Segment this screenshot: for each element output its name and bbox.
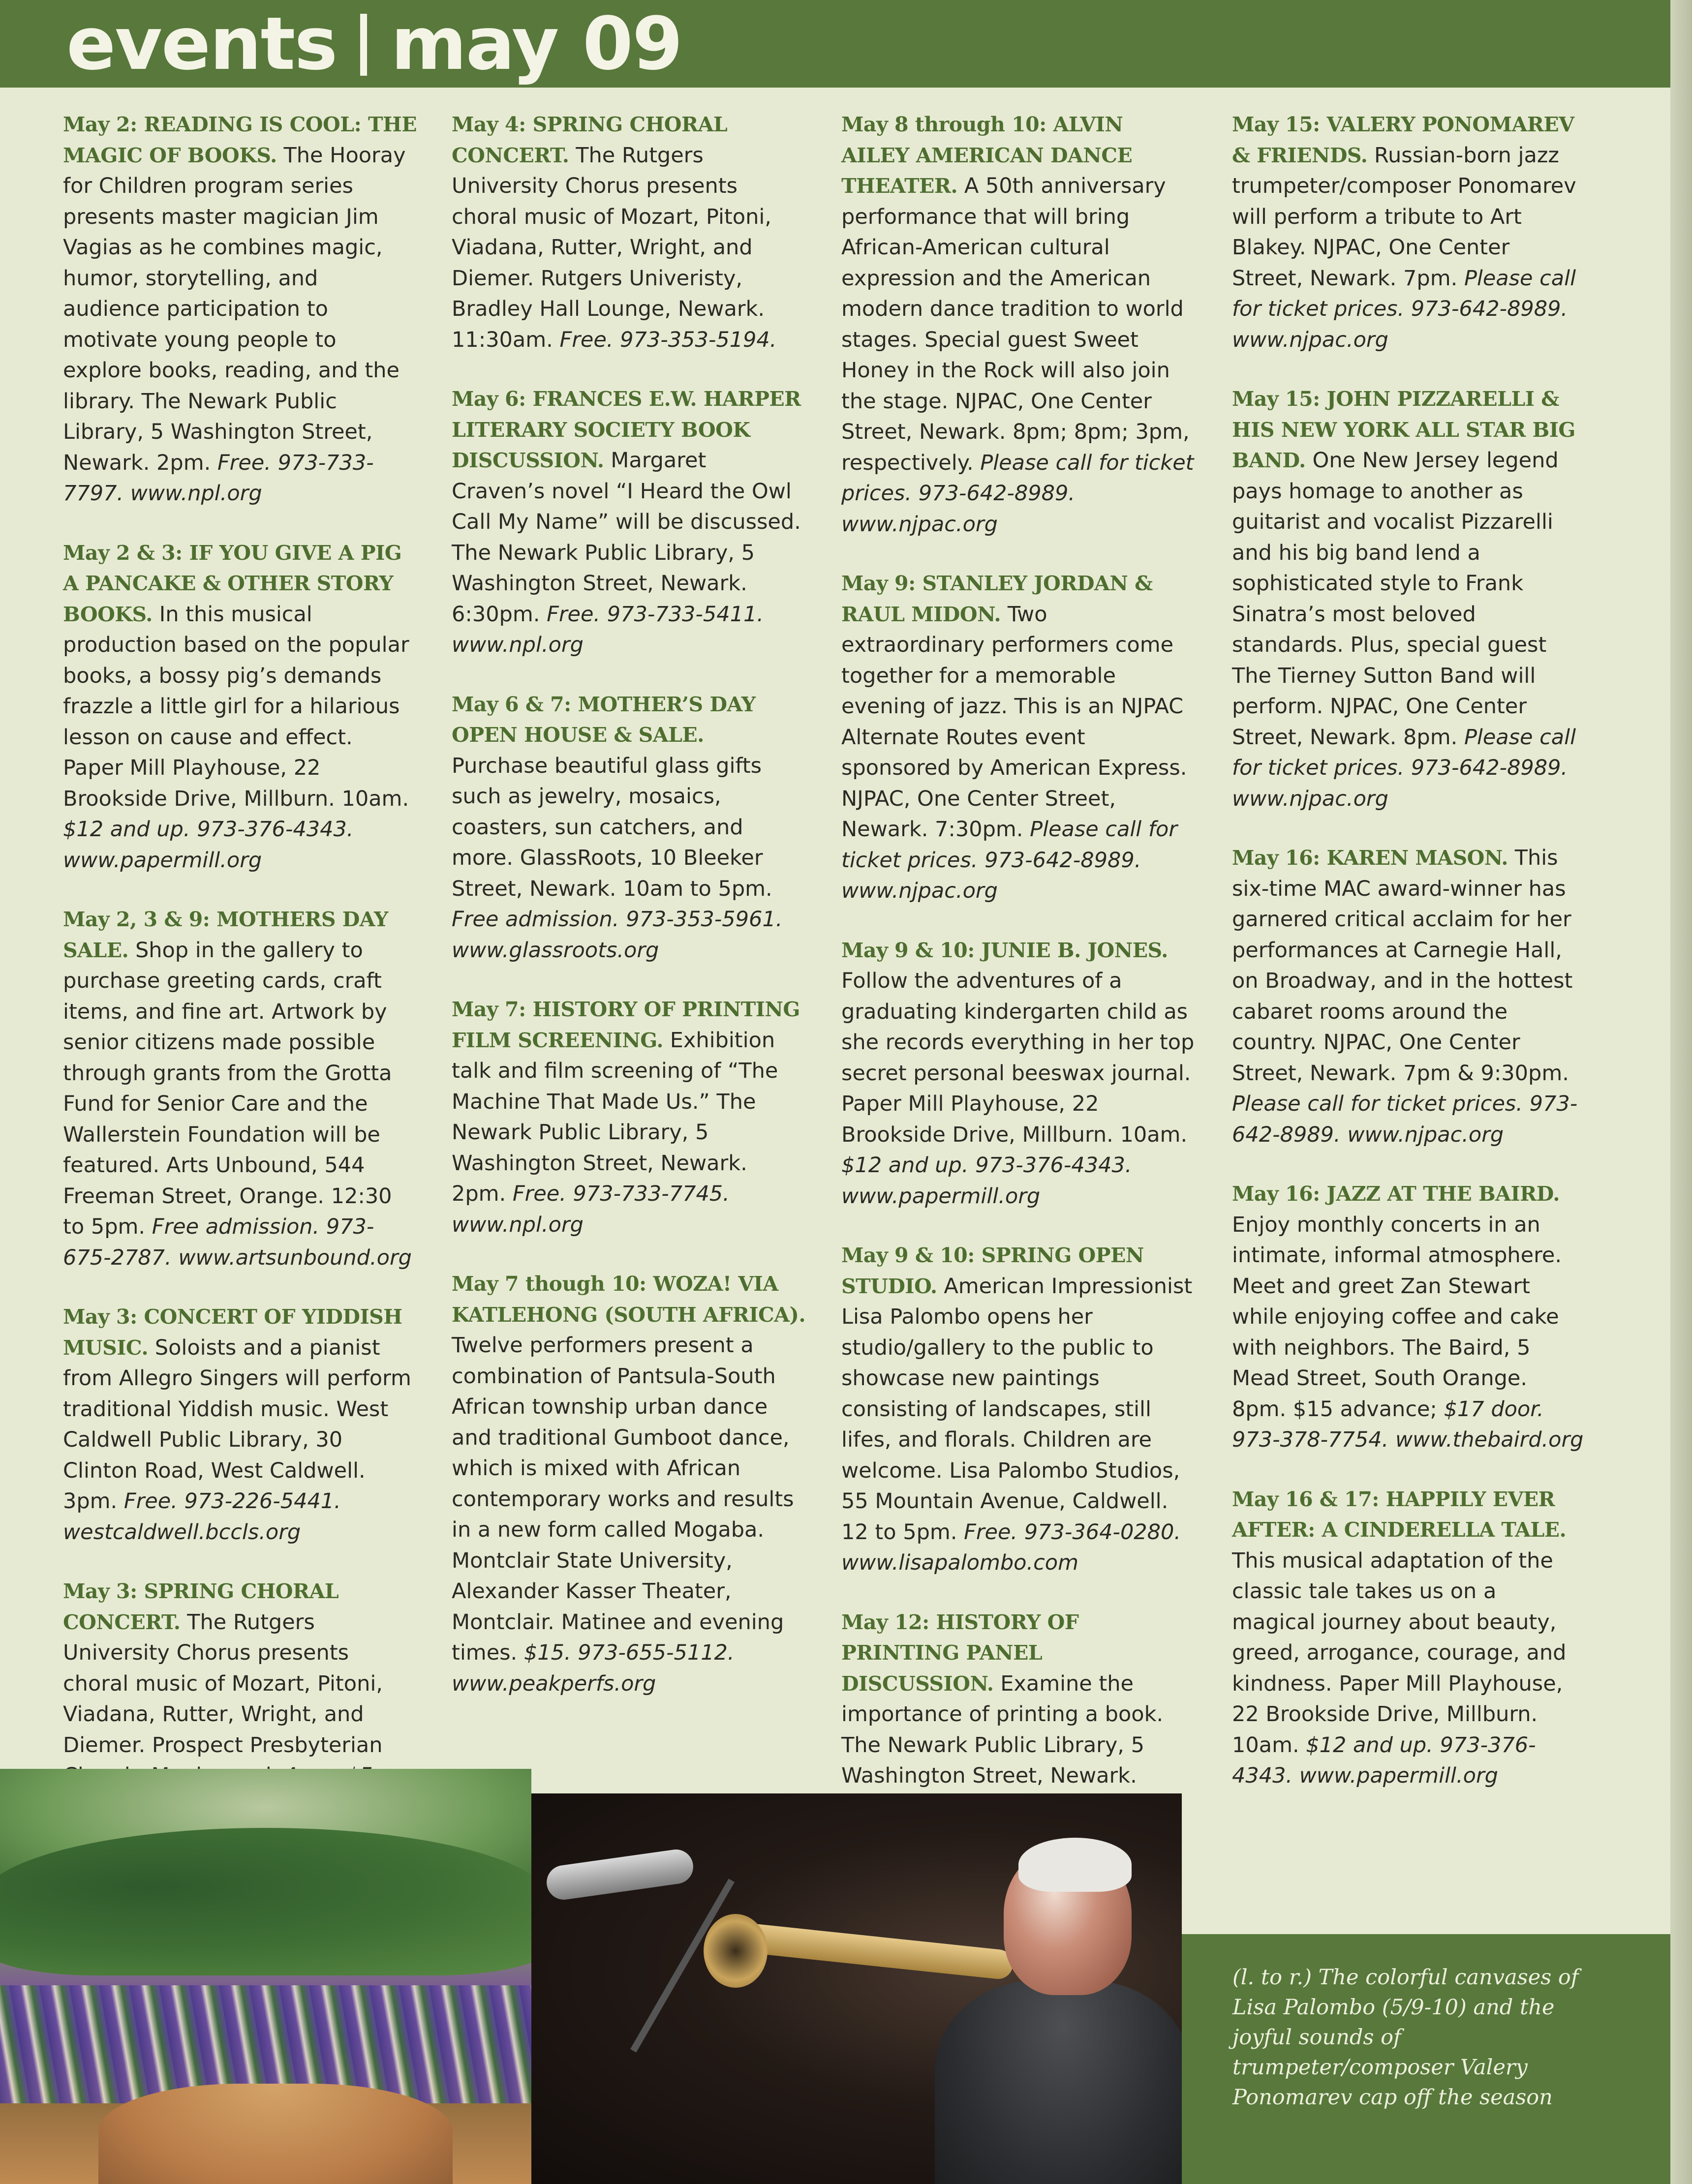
events-column-1 bbox=[63, 109, 417, 1850]
event-info: Please call for ticket prices. 973-642-8989. www.njpac.org bbox=[1232, 1092, 1578, 1147]
event-title: May 7: HISTORY OF PRINTING FILM SCREENING. bbox=[452, 998, 800, 1052]
event-title: May 9: STANLEY JORDAN & RAUL MIDON. bbox=[841, 572, 1153, 626]
event-listing bbox=[63, 538, 417, 876]
event-info: Please call for ticket prices. 973-642-8989. www.njpac.org bbox=[841, 817, 1178, 903]
trumpeter-photo bbox=[531, 1793, 1182, 2184]
event-listing bbox=[452, 384, 806, 661]
event-description: Margaret Craven’s novel “I Heard the Owl Call My Name” will be discussed. The Newark Public Library, 5 Washington Street, Newark. 6:30pm. bbox=[452, 448, 801, 627]
event-description: The Hooray for Children program series presents master magician Jim Vagias as he combines magic, humor, storytelling, and audience participation to motivate young people to explore books, reading, and the library. The Newark Public Library, 5 Washington Street, Newark. 2pm. bbox=[63, 143, 406, 475]
events-column-3 bbox=[841, 109, 1196, 1881]
event-description: Exhibition talk and film screening of “The Machine That Made Us.” The Newark Public Library, 5 Washington Street, Newark. 2pm. bbox=[452, 1028, 778, 1206]
event-title: May 2 & 3: IF YOU GIVE A PIG A PANCAKE & OTHER STORY BOOKS. bbox=[63, 541, 402, 626]
event-listing bbox=[452, 109, 806, 355]
microphone bbox=[545, 1847, 696, 1902]
painting-trees bbox=[0, 1828, 531, 1975]
issue-date: may 09 bbox=[391, 1, 682, 86]
painting-path bbox=[98, 2084, 453, 2184]
photo-caption: (l. to r.) The colorful canvases of Lisa Palombo (5/9-10) and the joyful sounds of trumpeter/composer Valery Ponomarev cap off the season bbox=[1232, 1965, 1579, 2110]
events-column-4 bbox=[1232, 109, 1586, 1820]
events-column-2 bbox=[452, 109, 806, 1728]
event-info: Free. 973-733-7745. www.npl.org bbox=[452, 1182, 730, 1237]
title-divider bbox=[360, 14, 367, 76]
event-listing bbox=[1232, 384, 1586, 814]
event-title: May 15: VALERY PONOMAREV & FRIENDS. bbox=[1232, 113, 1574, 167]
event-title: May 4: SPRING CHORAL CONCERT. bbox=[452, 113, 728, 167]
event-info: Free. 973-733-7797. www.npl.org bbox=[63, 450, 374, 506]
event-listing bbox=[1232, 1484, 1586, 1791]
event-title: May 2: READING IS COOL: THE MAGIC OF BOOKS. bbox=[63, 113, 417, 167]
event-description: Purchase beautiful glass gifts such as jewelry, mosaics, coasters, sun catchers, and more. GlassRoots, 10 Bleeker Street, Newark. 10am to 5pm. bbox=[452, 753, 772, 901]
event-title: May 8 through 10: ALVIN AILEY AMERICAN DANCE THEATER. bbox=[841, 113, 1133, 198]
event-info: $12 and up. 973-376-4343. www.papermill.org bbox=[63, 817, 354, 873]
event-listing bbox=[841, 935, 1196, 1212]
event-description: Follow the adventures of a graduating kindergarten child as she records everything in her top secret personal beeswax journal. Paper Mill Playhouse, 22 Brookside Drive, Millburn. 10am. bbox=[841, 969, 1195, 1147]
trumpet bbox=[727, 1921, 1014, 1980]
event-title: May 3: CONCERT OF YIDDISH MUSIC. bbox=[63, 1305, 402, 1360]
event-title: May 2, 3 & 9: MOTHERS DAY SALE. bbox=[63, 908, 388, 962]
event-info: Free. 973-226-5441. westcaldwell.bccls.org bbox=[63, 1489, 341, 1545]
performer-body bbox=[935, 1980, 1182, 2184]
event-info: Free. 973-364-0280. www.lisapalombo.com bbox=[841, 1519, 1181, 1575]
event-description: Shop in the gallery to purchase greeting cards, craft items, and fine art. Artwork by senior citizens made possible through grants from the Grotta Fund for Senior Care and the Wallerstein Foundation will be featured. Arts Unbound, 544 Freeman Street, Orange. 12:30 to 5pm. bbox=[63, 938, 392, 1239]
event-title: May 12: HISTORY OF PRINTING PANEL DISCUSSION. bbox=[841, 1610, 1079, 1696]
event-listing bbox=[452, 1269, 806, 1699]
event-info: Please call for ticket prices. 973-642-8989. www.njpac.org bbox=[1232, 725, 1576, 811]
garden-painting-photo bbox=[0, 1769, 531, 2184]
event-info: Free admission. 973-675-2787. www.artsunbound.org bbox=[63, 1214, 412, 1270]
event-title: May 6: FRANCES E.W. HARPER LITERARY SOCIETY BOOK DISCUSSION. bbox=[452, 387, 801, 472]
event-listing bbox=[1232, 109, 1586, 355]
event-info: $12 and up. 973-376-4343. www.papermill.org bbox=[841, 1153, 1132, 1209]
event-description: The Rutgers University Chorus presents choral music of Mozart, Pitoni, Viadana, Rutter, Wright, and Diemer. Prospect Presbyterian bbox=[63, 1609, 383, 1758]
event-description: American Impressionist Lisa Palombo opens her studio/gallery to the public to showcase new paintings consisting of landscapes, still lifes, and florals. Children are welcome. Lisa Palombo Studios, 55 Mountain Avenue, Caldwell. 12 to 5pm. bbox=[841, 1274, 1193, 1545]
event-description: A 50th anniversary performance that will bring African-American cultural expression and the American modern dance tradition to world stages. Special guest Sweet Honey in the Rock will also join the stage. NJPAC, One Center Street, Newark. 8pm; 8pm; 3pm, respectively. bbox=[841, 174, 1190, 475]
event-title: May 9 & 10: SPRING OPEN STUDIO. bbox=[841, 1244, 1144, 1298]
event-listing bbox=[63, 904, 417, 1273]
event-description: One New Jersey legend pays homage to another as guitarist and vocalist Pizzarelli and his big band lend a sophisticated style to Frank Sinatra’s most beloved standards. Plus, special guest The Tierney Sutton Band will perform. NJPAC, One Center Street, Newark. 8pm. bbox=[1232, 448, 1559, 750]
event-info: Please call for ticket prices. 973-642-8989. www.njpac.org bbox=[841, 450, 1194, 537]
page-title bbox=[66, 2, 682, 86]
event-title: May 3: SPRING CHORAL CONCERT. bbox=[63, 1579, 339, 1634]
event-info: Free admission. 973-353-5961. www.glassroots.org bbox=[452, 907, 783, 963]
event-info: Please call for ticket prices. 973-642-8989. www.njpac.org bbox=[1232, 266, 1576, 352]
event-description: The Rutgers University Chorus presents choral music of Mozart, Pitoni, Viadana, Rutter, Wright, and Diemer. Rutgers Univeristy, Bradley Hall Lounge, Newark. 11:30am. bbox=[452, 143, 771, 352]
event-description: Two extraordinary performers come together for a memorable evening of jazz. This is an NJPAC Alternate Routes event sponsored by American Express. NJPAC, One Center Street, Newark. 7:30pm. bbox=[841, 602, 1187, 842]
event-listing bbox=[841, 109, 1196, 540]
event-description: This six-time MAC award-winner has garnered critical acclaim for her performances at Carnegie Hall, on Broadway, and in the hottest cabaret rooms around the country. NJPAC, One Center Street, Newark. 7pm & 9:30pm. bbox=[1232, 846, 1573, 1086]
event-title: May 16 & 17: HAPPILY EVER AFTER: A CINDERELLA TALE. bbox=[1232, 1487, 1567, 1542]
event-description: Soloists and a pianist from Allegro Singers will perform traditional Yiddish music. West Caldwell Public Library, 30 Clinton Road, West Caldwell. 3pm. bbox=[63, 1335, 411, 1514]
event-description: Examine the importance of printing a book. The Newark Public Library, 5 Washington Street, Newark. bbox=[841, 1671, 1164, 1788]
event-title: May 16: JAZZ AT THE BAIRD. bbox=[1232, 1182, 1560, 1206]
trumpet-bell bbox=[704, 1914, 768, 1988]
event-description: This musical adaptation of the classic tale takes us on a magical journey about beauty, greed, arrogance, courage, and kindness. Paper Mill Playhouse, 22 Brookside Drive, Millburn. 10am. bbox=[1232, 1548, 1567, 1758]
event-info: $12 and up. 973-376-4343. www.papermill.org bbox=[1232, 1732, 1536, 1788]
page-edge bbox=[1670, 0, 1692, 2184]
performer-hair bbox=[1018, 1838, 1132, 1892]
event-info: $15. 973-655-5112. www.peakperfs.org bbox=[452, 1640, 735, 1696]
header-band bbox=[0, 0, 1692, 88]
event-listing bbox=[1232, 1179, 1586, 1456]
event-listing bbox=[452, 689, 806, 966]
event-description: In this musical production based on the popular books, a bossy pig’s demands frazzle a little girl for a hilarious lesson on cause and effect. Paper Mill Playhouse, 22 Brookside Drive, Millburn. 10am. bbox=[63, 602, 409, 811]
event-listing bbox=[452, 994, 806, 1240]
event-listing bbox=[1232, 843, 1586, 1150]
event-description: Enjoy monthly concerts in an intimate, informal atmosphere. Meet and greet Zan Stewart while enjoying coffee and cake with neighbors. The Baird, 5 Mead Street, South Orange. 8pm. $15 advance; bbox=[1232, 1212, 1562, 1422]
event-description: Twelve performers present a combination of Pantsula-South African township urban dance and traditional Gumboot dance, which is mixed with African contemporary works and results in a new form called Mogaba. Montclair State University, Alexander Kasser Theater, Montclair. Matinee and evening times. bbox=[452, 1333, 794, 1665]
event-title: May 16: KAREN MASON. bbox=[1232, 846, 1508, 870]
event-listing bbox=[841, 568, 1196, 907]
event-title: May 7 though 10: WOZA! VIA KATLEHONG (SOUTH AFRICA). bbox=[452, 1272, 806, 1327]
event-info: $17 door. 973-378-7754. www.thebaird.org bbox=[1232, 1396, 1584, 1452]
event-title: May 9 & 10: JUNIE B. JONES. bbox=[841, 938, 1168, 962]
event-info: Free. 973-733-5411. www.npl.org bbox=[452, 602, 764, 657]
event-listing bbox=[63, 109, 417, 509]
section-name: events bbox=[66, 1, 337, 86]
event-title: May 6 & 7: MOTHER’S DAY OPEN HOUSE & SALE. bbox=[452, 692, 756, 747]
event-info: Free. 973-353-5194. bbox=[559, 327, 777, 352]
event-listing bbox=[63, 1302, 417, 1547]
event-listing bbox=[841, 1240, 1196, 1578]
event-title: May 15: JOHN PIZZARELLI & HIS NEW YORK ALL STAR BIG BAND. bbox=[1232, 387, 1575, 472]
event-description: Russian-born jazz trumpeter/composer Ponomarev will perform a tribute to Art Blakey. NJPAC, One Center Street, Newark. 7pm. bbox=[1232, 143, 1576, 291]
